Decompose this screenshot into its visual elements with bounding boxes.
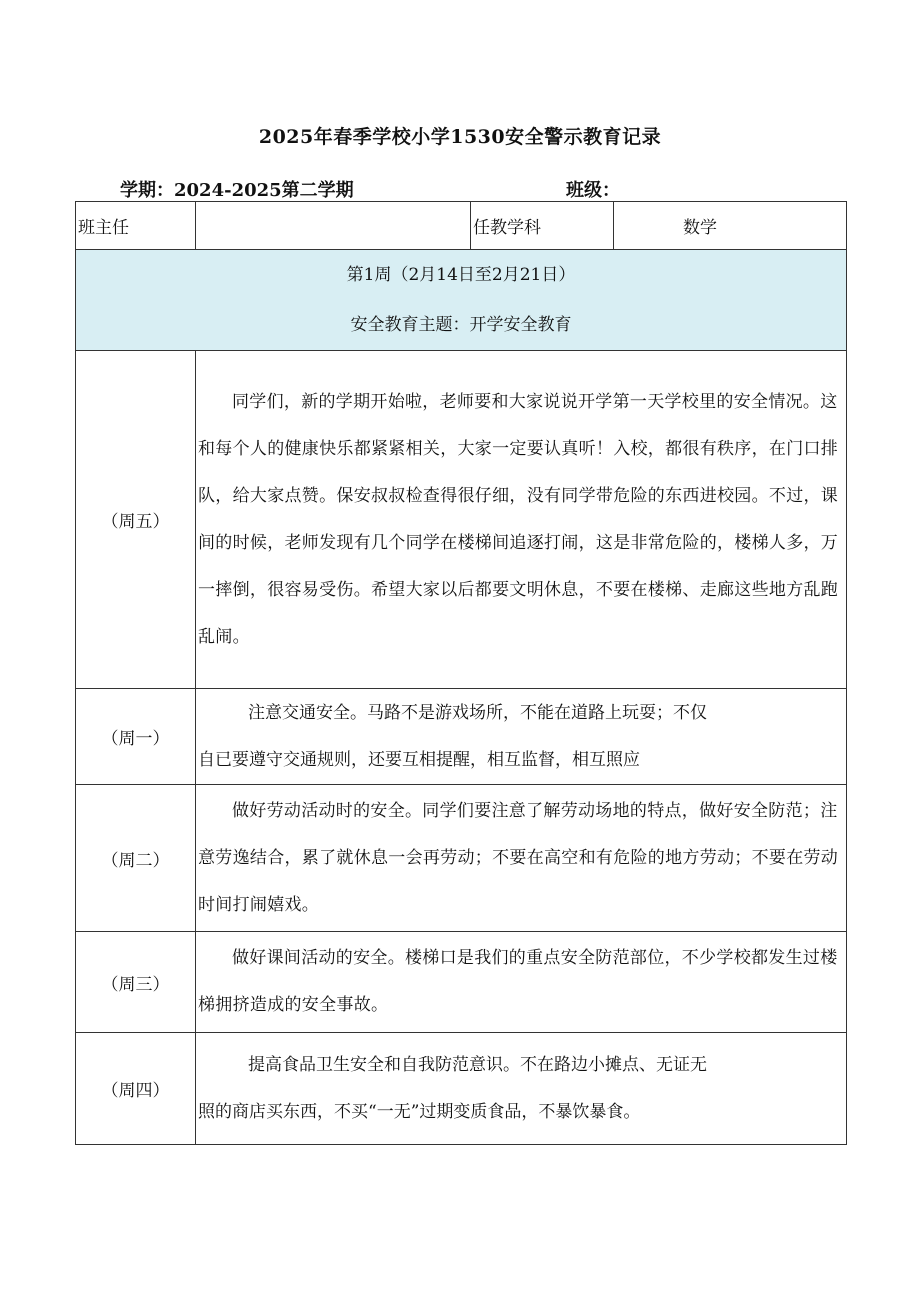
day-row-thu	[76, 1033, 847, 1145]
week-row	[76, 250, 847, 351]
day-content-mon-line2: 自已要遵守交通规则，还要互相提醒，相互监督，相互照应	[198, 749, 640, 770]
day-row-tue	[76, 785, 847, 932]
day-row-wed	[76, 932, 847, 1033]
day-content-fri: 同学们，新的学期开始啦，老师要和大家说说开学第一天学校里的安全情况。这和每个人的健康快乐都紧紧相关，大家一定要认真听！入校，都很有秩序，在门口排队，给大家点赞。保安叔叔检查得很仔细，没有同学带危险的东西进校园。不过，课间的时候，老师发现有几个同学在楼梯间追逐打闹，这是非常危险的，楼梯人多，万一摔倒，很容易受伤。希望大家以后都要文明休息，不要在楼梯、走廊这些地方乱跑乱闹。	[196, 351, 847, 689]
header-row	[76, 202, 847, 250]
day-label-mon: （周一）	[76, 689, 196, 785]
day-label-wed: （周三）	[76, 932, 196, 1033]
day-content-thu	[196, 1033, 847, 1145]
page-title: 2025年春季学校小学1530安全警示教育记录	[258, 126, 662, 148]
head-teacher-value	[196, 202, 471, 250]
term-label: 学期：2024-2025第二学期	[120, 180, 354, 201]
week-label: 第1周（2月14日至2月21日）	[346, 265, 576, 285]
day-content-thu-line2: 照的商店买东西，不买“一无”过期变质食品，不暴饮暴食。	[198, 1101, 641, 1122]
day-row-mon	[76, 689, 847, 785]
day-label-fri: （周五）	[76, 351, 196, 689]
day-content-wed: 做好课间活动的安全。楼梯口是我们的重点安全防范部位，不少学校都发生过楼梯拥挤造成的安全事故。	[196, 932, 847, 1033]
week-cell	[76, 250, 847, 351]
subject-label: 任教学科	[471, 202, 614, 250]
day-content-tue: 做好劳动活动时的安全。同学们要注意了解劳动场地的特点，做好安全防范；注意劳逸结合，累了就休息一会再劳动；不要在高空和有危险的地方劳动；不要在劳动时间打闹嬉戏。	[196, 785, 847, 932]
record-table	[75, 201, 847, 1145]
theme-label: 安全教育主题：开学安全教育	[350, 315, 572, 335]
day-label-tue: （周二）	[76, 785, 196, 932]
day-row-fri	[76, 351, 847, 689]
day-content-mon	[196, 689, 847, 785]
subject-value: 数学	[614, 202, 847, 250]
head-teacher-label: 班主任	[76, 202, 196, 250]
class-label: 班级：	[566, 180, 620, 201]
day-content-mon-line1: 注意交通安全。马路不是游戏场所，不能在道路上玩耍；不仅	[248, 702, 707, 723]
day-label-thu: （周四）	[76, 1033, 196, 1145]
day-content-thu-line1: 提高食品卫生安全和自我防范意识。不在路边小摊点、无证无	[248, 1054, 707, 1075]
